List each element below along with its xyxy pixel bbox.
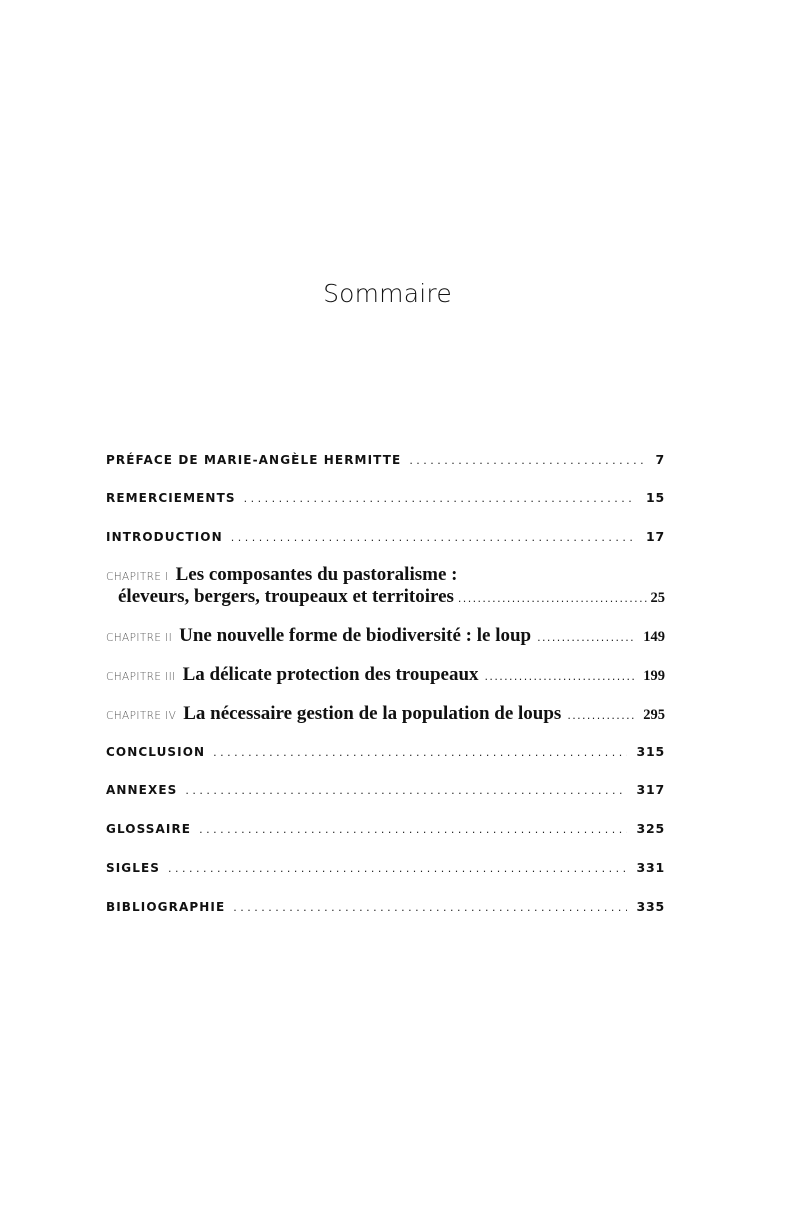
toc-entry-page: 331 — [636, 860, 665, 875]
toc-entry-page: 335 — [636, 899, 665, 914]
chapter-prefix: CHAPITRE IV — [106, 710, 177, 722]
chapter-1-line-2 — [118, 586, 665, 608]
toc-entry-remerciements[interactable] — [106, 490, 665, 505]
toc-entry-page: 7 — [655, 452, 665, 467]
chapter-page: 149 — [643, 629, 665, 645]
chapter-title: Les composantes du pastoralisme : — [175, 564, 458, 585]
toc-entry-page: 15 — [646, 490, 665, 505]
toc-chapter-2[interactable] — [106, 625, 665, 647]
toc-entry-sigles[interactable] — [106, 860, 665, 875]
dot-leader — [244, 492, 636, 505]
toc-entry-annexes[interactable] — [106, 782, 665, 797]
chapter-prefix: CHAPITRE II — [106, 632, 173, 644]
toc-entry-introduction[interactable] — [106, 529, 665, 544]
toc-entry-page: 317 — [636, 782, 665, 797]
toc-entry-page: 315 — [636, 744, 665, 759]
dot-leader — [231, 531, 636, 544]
toc-entry-label: SIGLES — [106, 861, 161, 875]
chapter-title: La nécessaire gestion de la population de loups — [183, 703, 562, 724]
dot-leader — [233, 901, 626, 914]
toc-entry-label: PRÉFACE DE MARIE-ANGÈLE HERMITTE — [106, 453, 402, 467]
toc-chapter-4[interactable] — [106, 703, 665, 725]
dot-leader — [168, 862, 626, 875]
chapter-page: 25 — [650, 590, 665, 606]
dot-leader — [409, 454, 645, 467]
chapter-title: La délicate protection des troupeaux — [182, 664, 479, 685]
toc-entry-label: REMERCIEMENTS — [106, 491, 236, 505]
chapter-title: Une nouvelle forme de biodiversité : le loup — [179, 625, 532, 646]
toc-entry-label: INTRODUCTION — [106, 530, 223, 544]
chapter-title-continued: éleveurs, bergers, troupeaux et territoires — [118, 586, 454, 607]
toc-entry-page: 325 — [636, 821, 665, 836]
dot-leader — [185, 784, 626, 797]
chapter-page: 199 — [643, 668, 665, 684]
toc-entry-label: ANNEXES — [106, 783, 178, 797]
toc-entry-label: BIBLIOGRAPHIE — [106, 900, 226, 914]
toc-entry-bibliographie[interactable] — [106, 899, 665, 914]
chapter-prefix: CHAPITRE III — [106, 671, 176, 683]
dot-leader — [199, 823, 626, 836]
dot-leader — [458, 592, 649, 605]
page-title: Sommaire — [323, 278, 452, 308]
toc-entry-preface[interactable] — [106, 452, 665, 467]
dot-leader — [537, 631, 635, 644]
dot-leader — [567, 709, 635, 722]
chapter-prefix: CHAPITRE I — [106, 571, 169, 583]
toc-entry-label: GLOSSAIRE — [106, 822, 192, 836]
chapter-1-line-1 — [106, 564, 457, 586]
toc-entry-conclusion[interactable] — [106, 744, 665, 759]
toc-chapter-3[interactable] — [106, 664, 665, 686]
dot-leader — [213, 746, 626, 759]
toc-entry-glossaire[interactable] — [106, 821, 665, 836]
toc-entry-label: CONCLUSION — [106, 745, 206, 759]
dot-leader — [485, 670, 636, 683]
chapter-page: 295 — [643, 707, 665, 723]
toc-entry-page: 17 — [646, 529, 665, 544]
